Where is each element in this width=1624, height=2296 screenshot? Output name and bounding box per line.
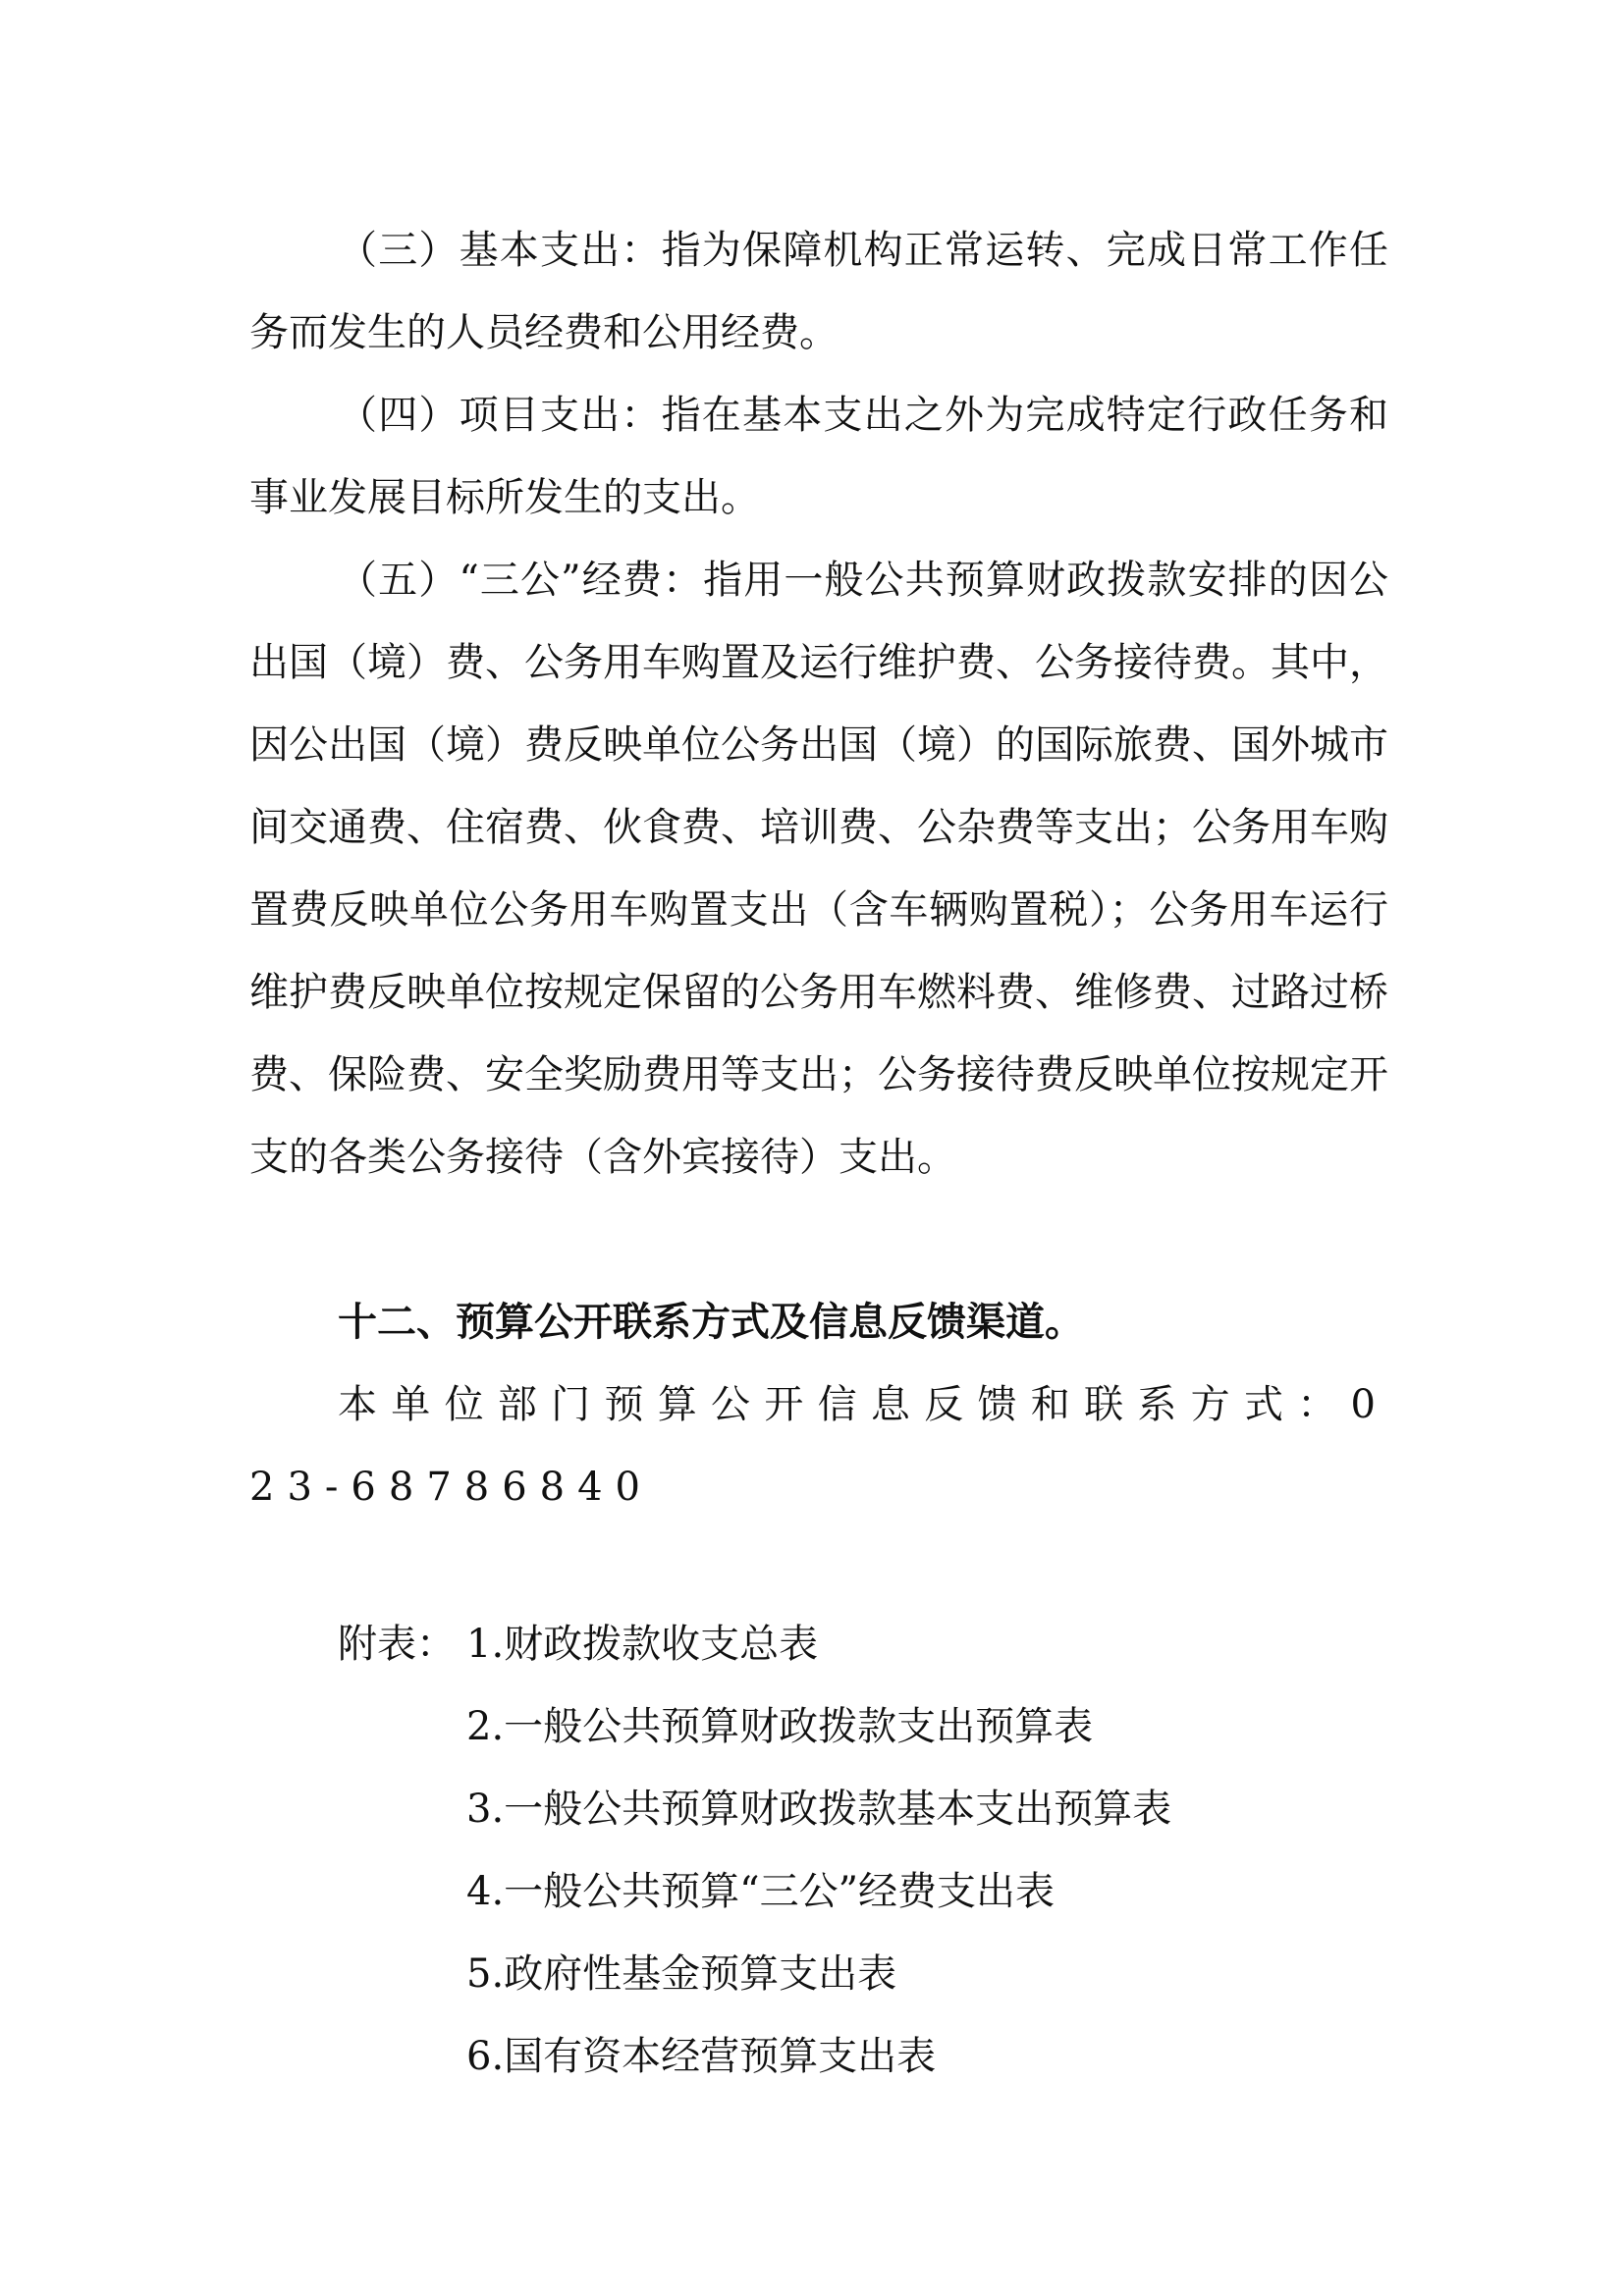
attachment-item: 6.国有资本经营预算支出表 [466, 2034, 937, 2079]
paragraph-contact-info: 本单位部门预算公开信息反馈和联系方式：023-68786840 [249, 1382, 1388, 1510]
paragraph-basic-expenditure: （三）基本支出：指为保障机构正常运转、完成日常工作任务而发生的人员经费和公用经费。 [249, 228, 1388, 355]
paragraph-project-expenditure: （四）项目支出：指在基本支出之外为完成特定行政任务和事业发展目标所发生的支出。 [249, 393, 1388, 520]
attachment-item: 3.一般公共预算财政拨款基本支出预算表 [466, 1787, 1172, 1832]
attachment-item: 4.一般公共预算“三公”经费支出表 [466, 1869, 1056, 1914]
attachment-item: 2.一般公共预算财政拨款支出预算表 [466, 1704, 1094, 1749]
attachment-item: 1.财政拨款收支总表 [466, 1622, 819, 1667]
section-heading-contact: 十二、预算公开联系方式及信息反馈渠道。 [338, 1299, 1084, 1345]
paragraph-three-public-expenses: （五）“三公”经费：指用一般公共预算财政拨款安排的因公出国（境）费、公务用车购置及运行维护费、公务接待费。其中，因公出国（境）费反映单位公务出国（境）的国际旅费、国外城市间交通费、住宿费、伙食费、培训费、公杂费等支出；公务用车购置费反映单位公务用车购置支出（含车辆购置税）；公务用车运行维护费反映单位按规定保留的公务用车燃料费、维修费、过路过桥费、保险费、安全奖励费用等支出；公务接待费反映单位按规定开支的各类公务接待（含外宾接待）支出。 [249, 558, 1388, 1180]
attachments-label: 附表： [338, 1622, 456, 1667]
attachment-item: 5.政府性基金预算支出表 [466, 1951, 897, 1997]
